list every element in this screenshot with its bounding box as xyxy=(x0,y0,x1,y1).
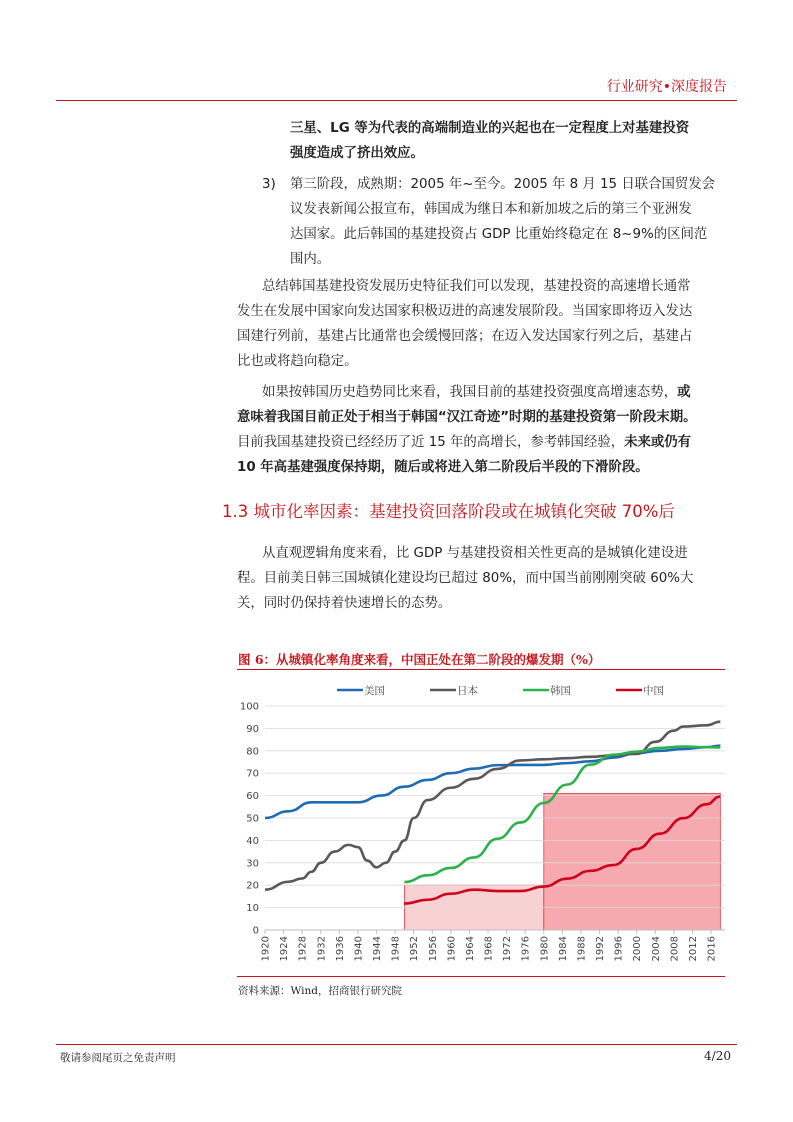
text-run-bold: 未来或仍有 xyxy=(624,435,692,450)
text-run-bold: 或 xyxy=(677,385,691,400)
x-tick-label: 1964 xyxy=(464,936,476,962)
paragraph-line: 意味着我国目前正处于相当于韩国“汉江奇迹”时期的基建投资第一阶段末期。 xyxy=(237,410,697,425)
paragraph-line xyxy=(262,380,691,406)
x-tick-label: 1932 xyxy=(316,936,328,962)
paragraph-line: 10 年高基建强度保持期，随后或将进入第二阶段后半段的下滑阶段。 xyxy=(237,460,649,475)
paragraph-line: 第三阶段，成熟期：2005 年~至今。2005 年 8 月 15 日联合国贸发会 xyxy=(290,177,716,192)
paragraph-line: 围内。 xyxy=(290,252,331,267)
x-tick-label: 1992 xyxy=(595,936,607,962)
section-title: 1.3 城市化率因素：基建投资回落阶段或在城镇化突破 70%后 xyxy=(222,502,675,521)
text-run: 如果按韩国历史趋势同比来看，我国目前的基建投资强度高增速态势， xyxy=(262,385,678,400)
list-marker: 3) xyxy=(262,177,276,192)
paragraph-line: 关，同时仍保持着快速增长的态势。 xyxy=(237,596,452,611)
paragraph-line: 三星、LG 等为代表的高端制造业的兴起也在一定程度上对基建投资 xyxy=(290,121,690,136)
y-tick-label: 20 xyxy=(246,880,259,892)
page-number: 4/20 xyxy=(704,1049,731,1063)
figure-title: 图 6：从城镇化率角度来看，中国正处在第二阶段的爆发期（%） xyxy=(238,652,601,667)
x-tick-label: 2008 xyxy=(669,936,681,962)
x-tick-label: 1996 xyxy=(613,936,625,962)
x-tick-label: 2016 xyxy=(706,936,718,962)
y-tick-label: 80 xyxy=(246,746,259,758)
paragraph-line: 国建行列前，基建占比通常也会缓慢回落；在迈入发达国家行列之后，基建占 xyxy=(237,329,693,344)
y-tick-label: 0 xyxy=(252,925,259,937)
figure-top-rule xyxy=(237,669,725,670)
x-tick-label: 1980 xyxy=(539,936,551,962)
paragraph-line: 比也或将趋向稳定。 xyxy=(237,354,358,369)
paragraph-line: 从直观逻辑角度来看，比 GDP 与基建投资相关性更高的是城镇化建设进 xyxy=(262,546,688,561)
x-tick-label: 2000 xyxy=(632,936,644,962)
x-tick-label: 1956 xyxy=(427,936,439,962)
y-tick-label: 90 xyxy=(246,723,259,735)
figure-source: 资料来源：Wind，招商银行研究院 xyxy=(238,985,402,997)
x-tick-label: 1944 xyxy=(372,936,384,962)
x-tick-label: 1968 xyxy=(483,936,495,962)
paragraph-line: 发生在发展中国家向发达国家积极迈进的高速发展阶段。当国家即将迈入发达 xyxy=(237,304,693,319)
y-tick-label: 10 xyxy=(246,903,259,915)
y-tick-label: 40 xyxy=(246,835,259,847)
y-tick-label: 50 xyxy=(246,813,259,825)
y-tick-label: 60 xyxy=(246,791,259,803)
x-tick-label: 1976 xyxy=(520,936,532,962)
x-tick-label: 2004 xyxy=(650,936,662,962)
paragraph-line xyxy=(237,430,691,456)
paragraph-line: 程。目前美日韩三国城镇化建设均已超过 80%，而中国当前刚刚突破 60%大 xyxy=(237,571,694,586)
x-tick-label: 1972 xyxy=(502,936,514,962)
y-tick-label: 30 xyxy=(246,858,259,870)
y-tick-label: 70 xyxy=(246,768,259,780)
paragraph-line: 达国家。此后韩国的基建投资占 GDP 比重始终稳定在 8~9%的区间范 xyxy=(290,227,708,242)
footer-disclaimer: 敬请参阅尾页之免责声明 xyxy=(60,1052,176,1064)
legend-label: 美国 xyxy=(364,685,385,697)
x-tick-label: 1936 xyxy=(334,936,346,962)
urbanization-line-chart xyxy=(237,672,727,972)
legend-label: 中国 xyxy=(643,685,664,697)
y-tick-label: 100 xyxy=(239,701,259,713)
x-tick-label: 1920 xyxy=(260,936,272,962)
x-tick-label: 1948 xyxy=(390,936,402,962)
text-run: 目前我国基建投资已经经历了近 15 年的高增长，参考韩国经验， xyxy=(237,435,625,450)
x-tick-label: 1952 xyxy=(409,936,421,962)
footer-divider xyxy=(56,1044,737,1045)
legend-label: 日本 xyxy=(457,685,478,697)
x-tick-label: 1940 xyxy=(353,936,365,962)
report-category: 行业研究•深度报告 xyxy=(606,79,727,95)
x-tick-label: 1928 xyxy=(297,936,309,962)
figure-bottom-rule xyxy=(237,976,725,977)
x-tick-label: 1984 xyxy=(557,936,569,962)
x-tick-label: 1924 xyxy=(279,936,291,962)
header-divider xyxy=(56,100,737,101)
paragraph-line: 总结韩国基建投资发展历史特征我们可以发现，基建投资的高速增长通常 xyxy=(262,279,691,294)
paragraph-line: 强度造成了挤出效应。 xyxy=(290,146,424,161)
paragraph-line: 议发表新闻公报宣布，韩国成为继日本和新加坡之后的第三个亚洲发 xyxy=(290,202,692,217)
x-tick-label: 1988 xyxy=(576,936,588,962)
x-tick-label: 2012 xyxy=(687,936,699,962)
legend-label: 韩国 xyxy=(550,685,571,697)
x-tick-label: 1960 xyxy=(446,936,458,962)
